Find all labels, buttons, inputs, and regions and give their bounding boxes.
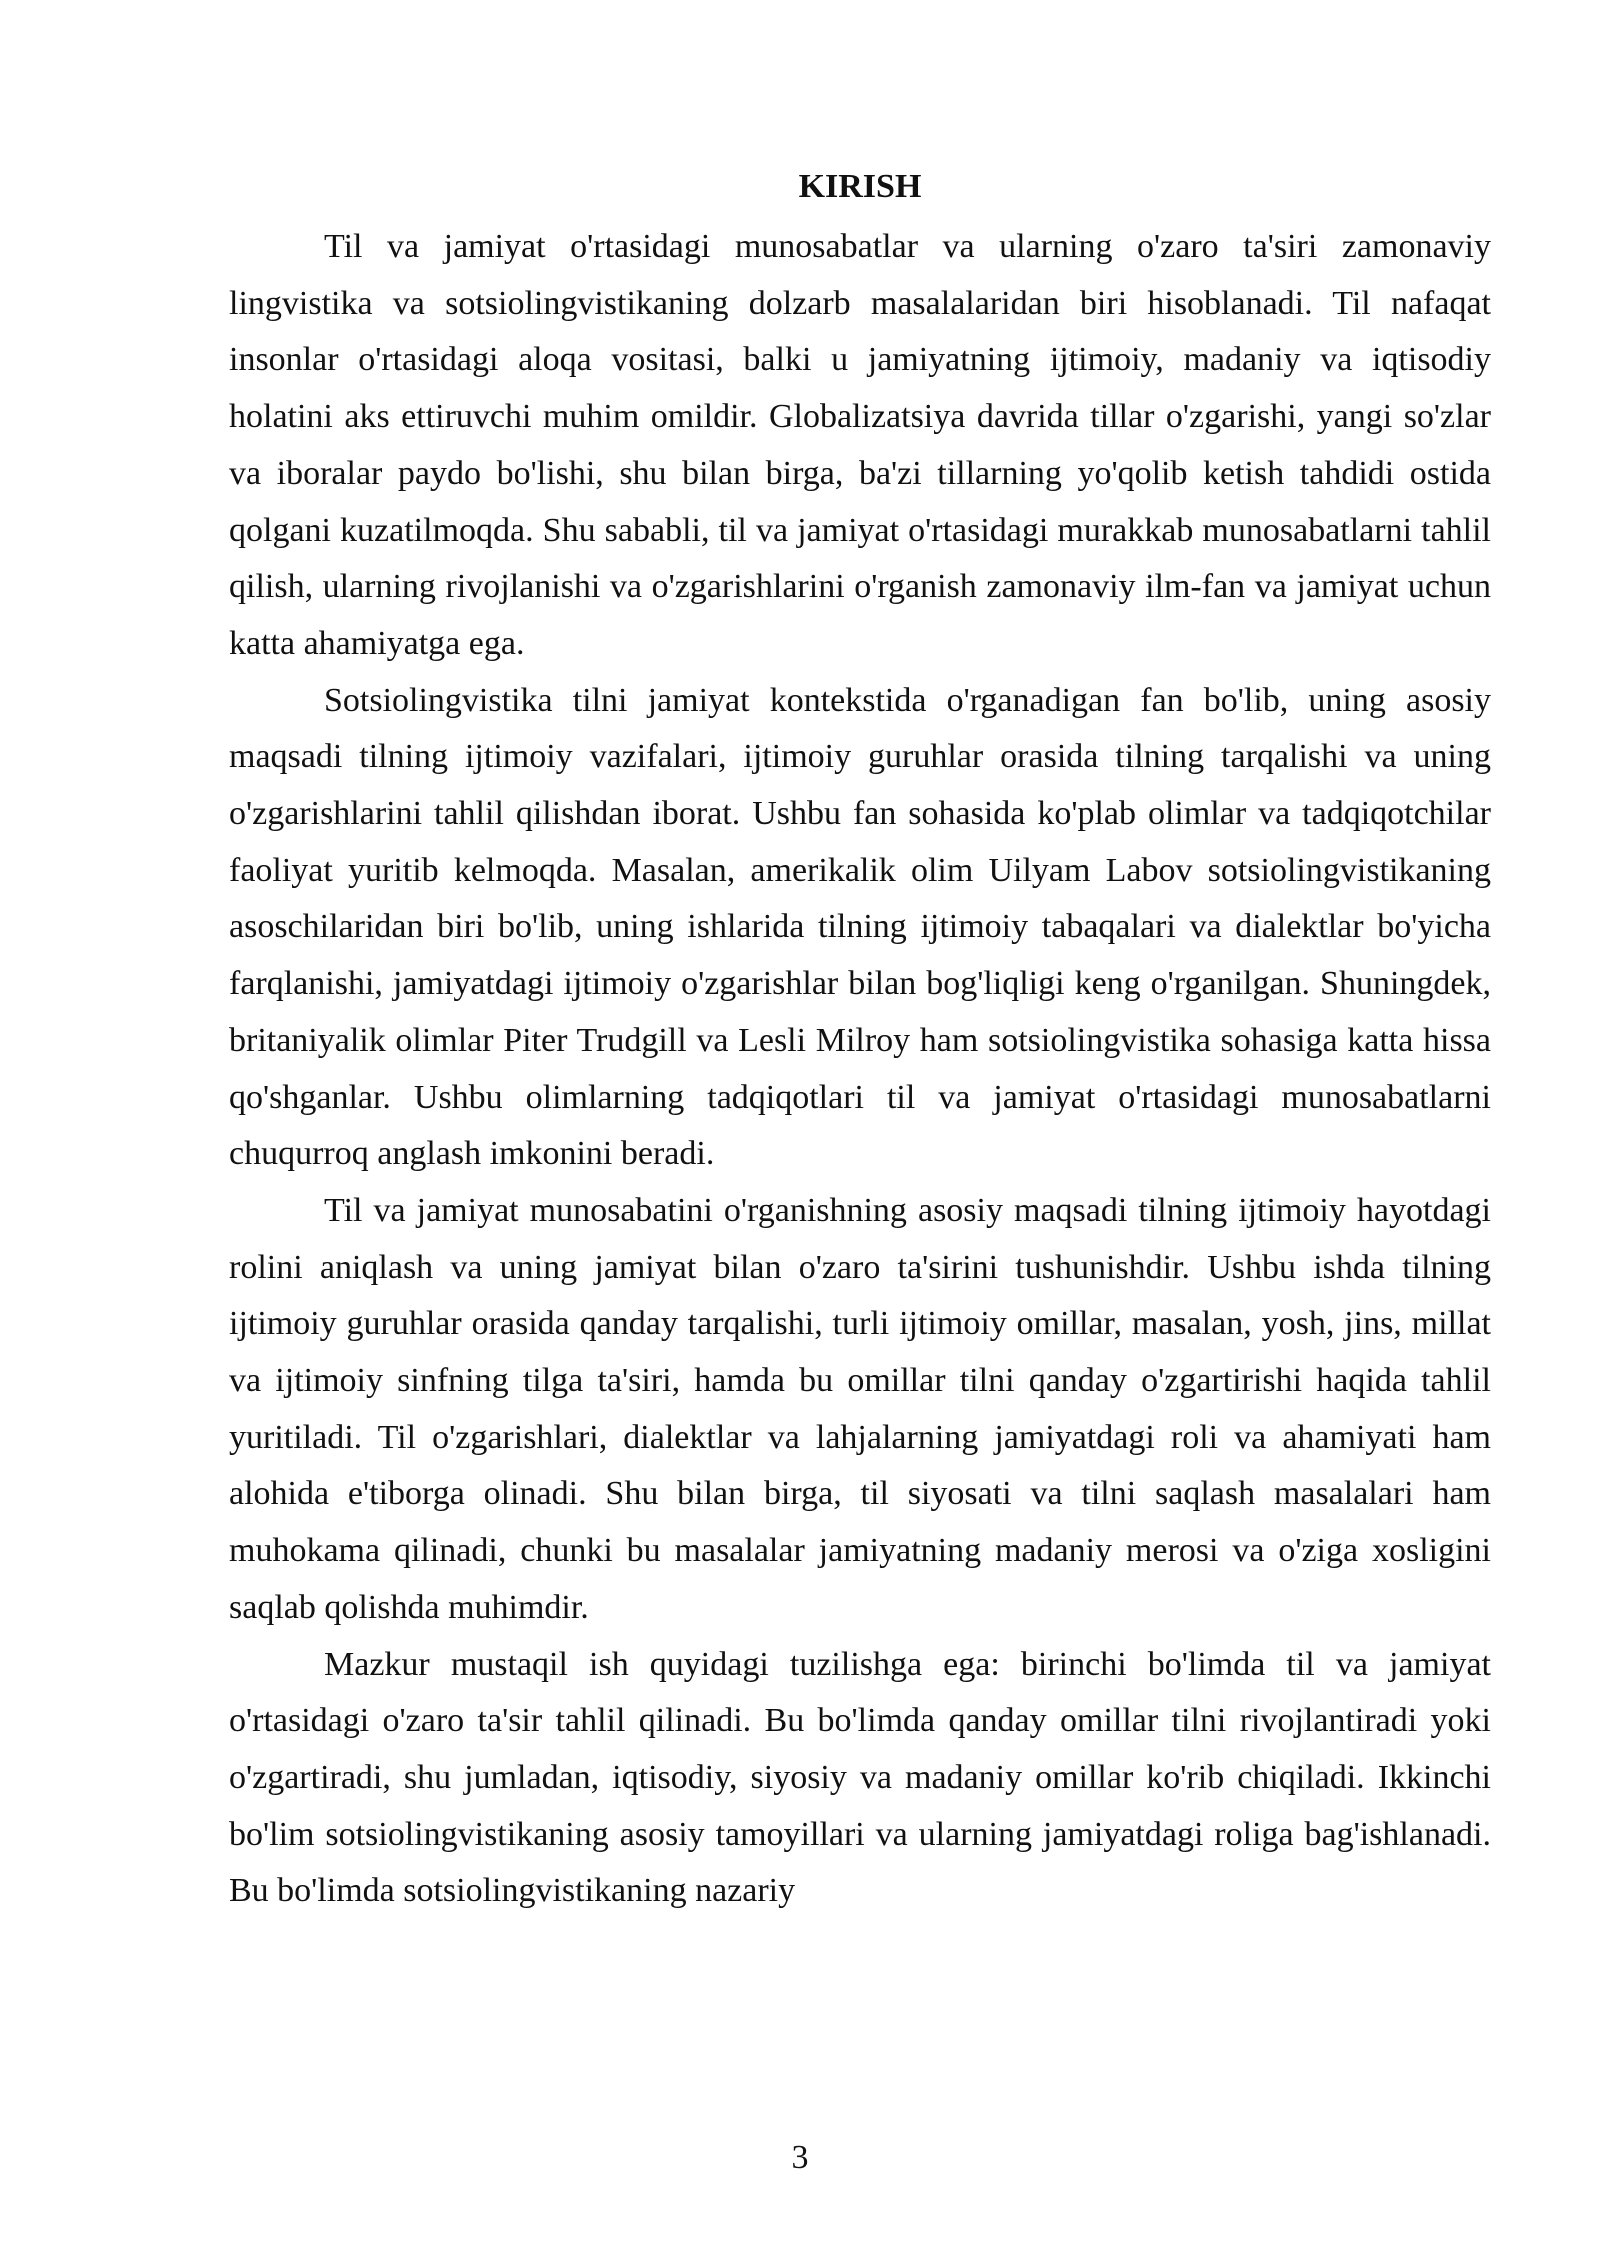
page-number: 3: [791, 2139, 809, 2176]
paragraph-4: Mazkur mustaqil ish quyidagi tuzilishga ega: birinchi bo'limda til va jamiyat o'rtasidagi o'zaro ta'sir tahlil qilinadi. Bu bo'limda qanday omillar tilni rivojlantiradi yoki o'zgartiradi, shu jumladan, iqtisodiy, siyosiy va madaniy omillar ko'rib chiqiladi. Ikkinchi bo'lim sotsiolingvistikaning asosiy tamoyillari va ularning jamiyatdagi roliga bag'ishlanadi. Bu bo'limda sotsiolingvistikaning nazariy: [229, 1645, 1491, 1910]
document-page: [229, 150, 1491, 1920]
paragraph-2: Sotsiolingvistika tilni jamiyat kontekstida o'rganadigan fan bo'lib, uning asosiy maqsadi tilning ijtimoiy vazifalari, ijtimoiy guruhlar orasida tilning tarqalishi va uning o'zgarishlarini tahlil qilishdan iborat. Ushbu fan sohasida ko'plab olimlar va tadqiqotchilar faoliyat yuritib kelmoqda. Masalan, amerikalik olim Uilyam Labov sotsiolingvistikaning asoschilaridan biri bo'lib, uning ishlarida tilning ijtimoiy tabaqalari va dialektlar bo'yicha farqlanishi, jamiyatdagi ijtimoiy o'zgarishlar bilan bog'liqligi keng o'rganilgan. Shuningdek, britaniyalik olimlar Piter Trudgill va Lesli Milroy ham sotsiolingvistika sohasiga katta hissa qo'shganlar. Ushbu olimlarning tadqiqotlari til va jamiyat o'rtasidagi munosabatlarni chuqurroq anglash imkonini beradi.: [229, 681, 1491, 1173]
section-heading: KIRISH: [798, 168, 922, 205]
paragraph-3: Til va jamiyat munosabatini o'rganishning asosiy maqsadi tilning ijtimoiy hayotdagi rolini aniqlash va uning jamiyat bilan o'zaro ta'sirini tushunishdir. Ushbu ishda tilning ijtimoiy guruhlar orasida qanday tarqalishi, turli ijtimoiy omillar, masalan, yosh, jins, millat va ijtimoiy sinfning tilga ta'siri, hamda bu omillar tilni qanday o'zgartirishi haqida tahlil yuritiladi. Til o'zgarishlari, dialektlar va lahjalarning jamiyatdagi roli va ahamiyati ham alohida e'tiborga olinadi. Shu bilan birga, til siyosati va tilni saqlash masalalari ham muhokama qilinadi, chunki bu masalalar jamiyatning madaniy merosi va o'ziga xosligini saqlab qolishda muhimdir.: [229, 1191, 1491, 1626]
paragraph-1: Til va jamiyat o'rtasidagi munosabatlar va ularning o'zaro ta'siri zamonaviy lingvistika va sotsiolingvistikaning dolzarb masalalaridan biri hisoblanadi. Til nafaqat insonlar o'rtasidagi aloqa vositasi, balki u jamiyatning ijtimoiy, madaniy va iqtisodiy holatini aks ettiruvchi muhim omildir. Globalizatsiya davrida tillar o'zgarishi, yangi so'zlar va iboralar paydo bo'lishi, shu bilan birga, ba'zi tillarning yo'qolib ketish tahdidi ostida qolgani kuzatilmoqda. Shu sababli, til va jamiyat o'rtasidagi murakkab munosabatlarni tahlil qilish, ularning rivojlanishi va o'zgarishlarini o'rganish zamonaviy ilm-fan va jamiyat uchun katta ahamiyatga ega.: [229, 228, 1491, 662]
